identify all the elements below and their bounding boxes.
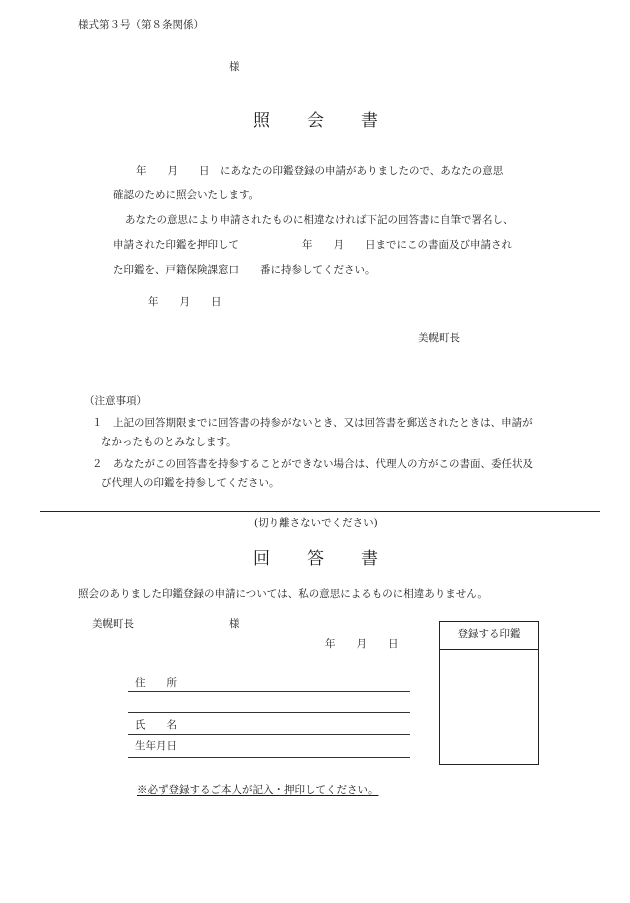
notice-issuer: 美幌町長	[418, 332, 460, 344]
form-number: 様式第３号（第８条関係）	[78, 19, 204, 31]
birthdate-label: 生年月日	[135, 740, 177, 752]
cut-line	[40, 511, 600, 512]
notice-line-2: 確認のために照会いたします。	[113, 189, 260, 201]
cautions-heading: （注意事項）	[84, 395, 147, 407]
birthdate-field-line[interactable]	[128, 757, 410, 758]
caution-item-2-line-2: び代理人の印鑑を持参してください。	[101, 477, 280, 489]
notice-line-5: た印鑑を、戸籍保険課窓口 番に持参してください。	[113, 264, 376, 276]
addressee-suffix: 様	[229, 61, 240, 73]
address-field-line-2[interactable]	[128, 712, 410, 713]
notice-title-char-2: 会	[307, 111, 324, 131]
reply-date: 年 月 日	[325, 638, 399, 650]
caution-item-1-line-1: １ 上記の回答期限までに回答書の持参がないとき、又は回答書を郵送されたときは、申請が	[92, 417, 533, 429]
footer-note: ※必ず登録するご本人が記入・押印してください。	[137, 784, 379, 796]
notice-title-char-1: 照	[253, 111, 270, 131]
caution-item-1-line-2: なかったものとみなします。	[101, 436, 237, 448]
notice-line-4: 申請された印鑑を押印して 年 月 日までにこの書面及び申請され	[113, 239, 512, 251]
name-label: 氏 名	[135, 719, 177, 731]
reply-title-char-2: 答	[307, 549, 324, 569]
seal-box[interactable]	[439, 621, 539, 765]
notice-line-1: 年 月 日 にあなたの印鑑登録の申請がありましたので、あなたの意思	[136, 165, 504, 177]
seal-box-label: 登録する印鑑	[440, 622, 538, 650]
cut-notice: (切り離さないでください)	[254, 517, 378, 529]
reply-title-char-3: 書	[361, 549, 378, 569]
reply-addressee: 美幌町長	[92, 618, 134, 630]
address-label: 住 所	[135, 677, 177, 689]
reply-title-char-1: 回	[253, 549, 270, 569]
name-field-line[interactable]	[128, 734, 410, 735]
reply-addressee-suffix: 様	[229, 618, 240, 630]
reply-statement: 照会のありました印鑑登録の申請については、私の意思によるものに相違ありません。	[78, 588, 488, 600]
caution-item-2-line-1: ２ あなたがこの回答書を持参することができない場合は、代理人の方がこの書面、委任状及	[92, 458, 533, 470]
notice-title-char-3: 書	[361, 111, 378, 131]
address-field-line[interactable]	[128, 691, 410, 692]
notice-line-3: あなたの意思により申請されたものに相違なければ下記の回答書に自筆で署名し、	[125, 214, 514, 226]
notice-date: 年 月 日	[148, 296, 222, 308]
